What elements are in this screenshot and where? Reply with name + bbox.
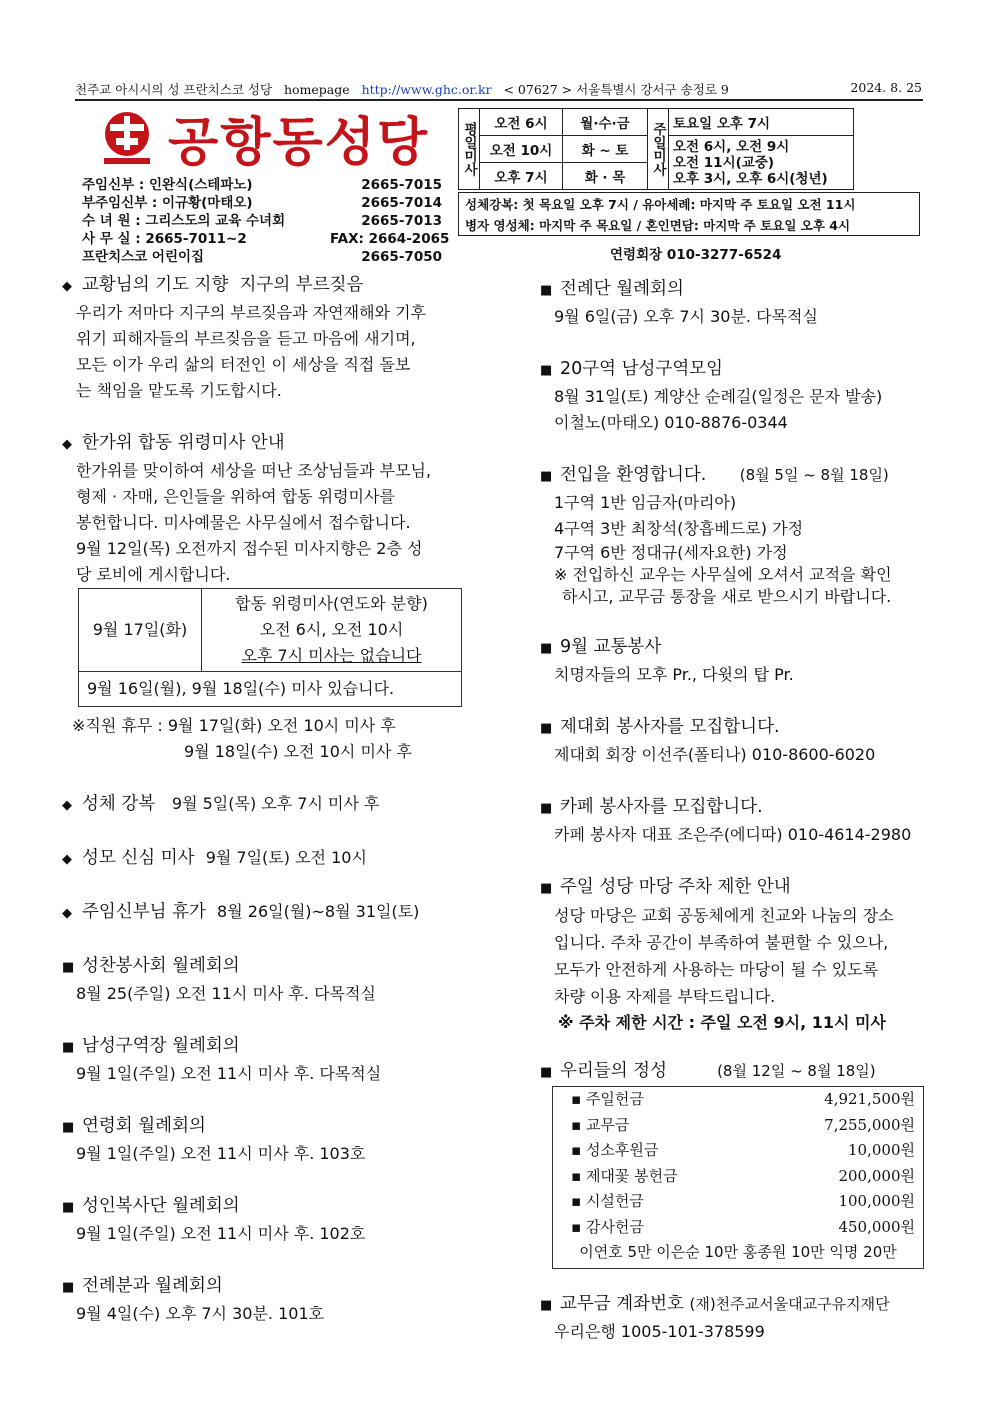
- homepage-label: homepage: [283, 82, 350, 97]
- memorial-date: 9월 17일(화): [79, 589, 202, 672]
- square-bullet-icon: ■: [540, 881, 553, 896]
- bulletin-date: 2024. 8. 25: [850, 80, 922, 95]
- left-column: ◆ 교황님의 기도 지향 지구의 부르짖음 우리가 저마다 지구의 부르짖음과 자연재해와 기후 위기 피해자들의 부르짖음을 듣고 마음에 새기며, 모든 이가 우리 삶의 터전인 이 세상을 직접 돌보 는 책임을 맡도록 기도합시다. ◆ 한가위 합동 위령미사 안내 한가위를 맞이하여 세상을 떠난 조상님들과 부모님, 형제 · 자매, 은인들을 위하여 합동 위령미사를 봉헌합니다. 미사예물은 사무실에서 접수합니다. 9월 12일(목) 오전까지 접수된 미사지향은 2층 성 당 로비에 게시합니다. 9월 17일(화) 합동 위령미사(연도와 분향) 오전 6시, 오전 10시 오후 7시 미사는 없습니다 9월 16일(월), 9월 18일(수) 미사 있습니다. ※직원 휴무 : 9월 17일(화) 오전 10시 미사 후 9월 18일(수) 오전 10시 미사 후 ◆ 성체 강복 9월 5일(목) 오후 7시 미사 후 ◆ 성모 신심 미사 9월 7일(토) 오전 10시 ◆ 주임신부님 휴가 8월 26일(월)~8월 31일(토) ■ 성찬봉사회 월례회의 8월 25(주일) 오전 11시 미사 후. 다목적실 ■ 남성구역장 월례회의 9월 1일(주일) 오전 11시 미사 후. 다목적실 ■ 연령회 월례회의 9월 1일(주일) 오전 11시 미사 후. 103호 ■ 성인복사단 월례회의 9월 1일(주일) 오전 11시 미사 후. 102호 ■ 전례분과 월례회의 9월 4일(수) 오후 7시 30분. 101호: [62, 272, 482, 1327]
- section-heading: ■ 연령회 월례회의: [62, 1113, 482, 1141]
- section-heading: ■ 카페 봉사자를 모집합니다.: [540, 794, 940, 822]
- offering-row: ▪ 성소후원금 10,000원: [571, 1141, 915, 1159]
- square-bullet-icon: ■: [62, 1040, 75, 1055]
- staff-row: 부주임신부 : 이규황(마태오) 2665-7014: [82, 195, 442, 211]
- memorial-mass-box: [78, 588, 462, 707]
- section-heading: ■ 9월 교통봉사: [540, 634, 940, 662]
- diamond-bullet-icon: ◆: [62, 798, 72, 813]
- header-line: [75, 80, 925, 98]
- page-title: 공항동성당: [168, 113, 430, 173]
- square-bullet-icon: ■: [540, 801, 553, 816]
- section-heading: ■ 20구역 남성구역모임: [540, 356, 940, 384]
- parish-name: 천주교 아시시의 성 프란치스코 성당: [75, 82, 273, 97]
- square-bullet-icon: ■: [62, 1200, 75, 1215]
- offering-row: ▪ 교무금 7,255,000원: [571, 1115, 915, 1134]
- staff-row: 사 무 실 : 2665-7011∼2 FAX: 2664-2065: [82, 231, 450, 247]
- offering-box: [552, 1086, 924, 1269]
- square-bullet-icon: ■: [540, 363, 553, 378]
- diamond-bullet-icon: ◆: [62, 437, 72, 452]
- section-heading: ◆ 교황님의 기도 지향 지구의 부르짖음: [62, 272, 482, 300]
- memorial-note: 9월 16일(월), 9월 18일(수) 미사 있습니다.: [87, 679, 395, 698]
- info-line: 병자 영성체: 마지막 주 목요일 / 혼인면담: 마지막 주 토요일 오후 4시: [465, 218, 851, 233]
- sunday-mass-time: 토요일 오후 7시: [669, 109, 854, 136]
- staff-directory: [82, 176, 450, 266]
- square-bullet-icon: ■: [540, 641, 553, 656]
- offering-row: ▪ 제대꽃 봉헌금 200,000원: [571, 1166, 915, 1185]
- weekday-mass-label: 평일미사: [459, 109, 480, 190]
- staff-row: 주임신부 : 인완식(스테파노) 2665-7015: [82, 177, 442, 193]
- section-heading: ■ 전례분과 월례회의: [62, 1273, 482, 1301]
- mass-time: 오전 10시: [480, 136, 563, 163]
- section-heading: ■ 주일 성당 마당 주차 제한 안내: [540, 874, 940, 902]
- square-bullet-icon: ■: [540, 1297, 553, 1313]
- sacrament-info-box: [458, 192, 920, 236]
- sunday-mass-times: 오전 6시, 오전 9시 오전 11시(교중) 오후 3시, 오후 6시(청년): [669, 136, 854, 190]
- address: < 07627 > 서울특별시 강서구 송정로 9: [503, 82, 729, 97]
- square-bullet-icon: ■: [540, 469, 553, 484]
- square-bullet-icon: ■: [540, 721, 553, 736]
- memorial-details: 합동 위령미사(연도와 분향) 오전 6시, 오전 10시 오후 7시 미사는 없습니다: [202, 589, 462, 672]
- section-heading: ■ 우리들의 정성 (8월 12일 ~ 8월 18일): [540, 1058, 940, 1086]
- right-column: ■ 전례단 월례회의 9월 6일(금) 오후 7시 30분. 다목적실 ■ 20구역 남성구역모임 8월 31일(토) 계양산 순례길(일정은 문자 발송) 이철노(마태오) 010-8876-0344 ■ 전입을 환영합니다. (8월 5일 ~ 8월 18일) 1구역 1반 임금자(마리아) 4구역 3반 최창석(창흡베드로) 가정 7구역 6반 정대규(세자요한) 가정 ※ 전입하신 교우는 사무실에 오셔서 교적을 확인 하시고, 교무금 통장을 새로 받으시기 바랍니다. ■ 9월 교통봉사 치명자들의 모후 Pr., 다윗의 탑 Pr. ■ 제대회 봉사자를 모집합니다. 제대회 회장 이선주(폴티나) 010-8600-6020 ■ 카페 봉사자를 모집합니다. 카페 봉사자 대표 조은주(에디따) 010-4614-2980 ■ 주일 성당 마당 주차 제한 안내 성당 마당은 교회 공동체에게 친교와 나눔의 장소 입니다. 주차 공간이 부족하여 불편할 수 있으나, 모두가 안전하게 사용하는 마당이 될 수 있도록 차량 이용 자제를 부탁드립니다. ※ 주차 제한 시간 : 주일 오전 9시, 11시 미사 ■ 우리들의 정성 (8월 12일 ~ 8월 18일) ▪ 주일헌금 4,921,500원 ▪ 교무금 7,255,000원 ▪ 성소후원금 10,000원 ▪ 제대꽃 봉헌금 200,000원 ▪ 시설헌금 100,000원 ▪ 감사헌금 450,000원 이연호 5만 이은순 10만 홍종원 10만 익명 20만 ■ 교무금 계좌번호 (재)천주교서울대교구유지재단 우리은행 1005-101-378599: [540, 276, 940, 1345]
- square-bullet-icon: ■: [540, 1065, 553, 1080]
- parking-limit: ※ 주차 제한 시간 : 주일 오전 9시, 11시 미사: [558, 1013, 886, 1032]
- staff-row: 프란치스코 어린이집 2665-7050: [82, 249, 442, 265]
- offering-row: ▪ 시설헌금 100,000원: [571, 1192, 915, 1210]
- square-bullet-icon: ■: [540, 283, 553, 298]
- parish-logo-icon: [98, 110, 156, 166]
- section-heading: ■ 교무금 계좌번호 (재)천주교서울대교구유지재단: [540, 1291, 940, 1319]
- contact-line: 연령회장 010-3277-6524: [610, 247, 782, 263]
- offering-row: ▪ 주일헌금 4,921,500원: [571, 1090, 915, 1108]
- section-heading: ◆ 한가위 합동 위령미사 안내: [62, 430, 482, 458]
- bank-account: 우리은행 1005-101-378599: [554, 1321, 765, 1341]
- staff-holiday: 9월 18일(수) 오전 10시 미사 후: [184, 742, 412, 761]
- info-line: 성체강복: 첫 목요일 오후 7시 / 유아세례: 마지막 주 토요일 오전 11시: [465, 197, 856, 212]
- mass-days: 화 ~ 토: [563, 136, 648, 163]
- offering-row: ▪ 감사헌금 450,000원: [571, 1217, 915, 1236]
- mass-schedule-table: [458, 108, 854, 190]
- square-bullet-icon: ■: [62, 1120, 75, 1135]
- section-heading: ■ 성인복사단 월례회의: [62, 1193, 482, 1221]
- section-heading: ■ 전입을 환영합니다. (8월 5일 ~ 8월 18일): [540, 462, 940, 490]
- diamond-bullet-icon: ◆: [62, 852, 72, 867]
- section-heading: ■ 전례단 월례회의: [540, 276, 940, 304]
- square-bullet-icon: ■: [62, 960, 75, 975]
- diamond-bullet-icon: ◆: [62, 906, 72, 921]
- mass-time: 오전 6시: [480, 109, 563, 136]
- staff-row: 수 녀 원 : 그리스도의 교육 수녀회 2665-7013: [82, 213, 442, 229]
- mass-days: 화 · 목: [563, 163, 648, 190]
- section-heading: ■ 성찬봉사회 월례회의: [62, 953, 482, 981]
- diamond-bullet-icon: ◆: [62, 279, 72, 294]
- section-heading: ◆ 성체 강복 9월 5일(목) 오후 7시 미사 후: [62, 791, 482, 819]
- section-heading: ◆ 성모 신심 미사 9월 7일(토) 오전 10시: [62, 845, 482, 873]
- section-heading: ■ 남성구역장 월례회의: [62, 1033, 482, 1061]
- offering-donors: 이연호 5만 이은순 10만 홍종원 10만 익명 20만: [579, 1243, 897, 1261]
- sunday-mass-label: 주일미사: [648, 109, 669, 190]
- square-bullet-icon: ■: [62, 1280, 75, 1295]
- homepage-link[interactable]: http://www.ghc.or.kr: [361, 82, 492, 97]
- section-heading: ◆ 주임신부님 휴가 8월 26일(월)~8월 31일(토): [62, 899, 482, 927]
- staff-holiday: ※직원 휴무 : 9월 17일(화) 오전 10시 미사 후: [72, 716, 396, 735]
- mass-time: 오후 7시: [480, 163, 563, 190]
- section-heading: ■ 제대회 봉사자를 모집합니다.: [540, 714, 940, 742]
- mass-days: 월·수·금: [563, 109, 648, 136]
